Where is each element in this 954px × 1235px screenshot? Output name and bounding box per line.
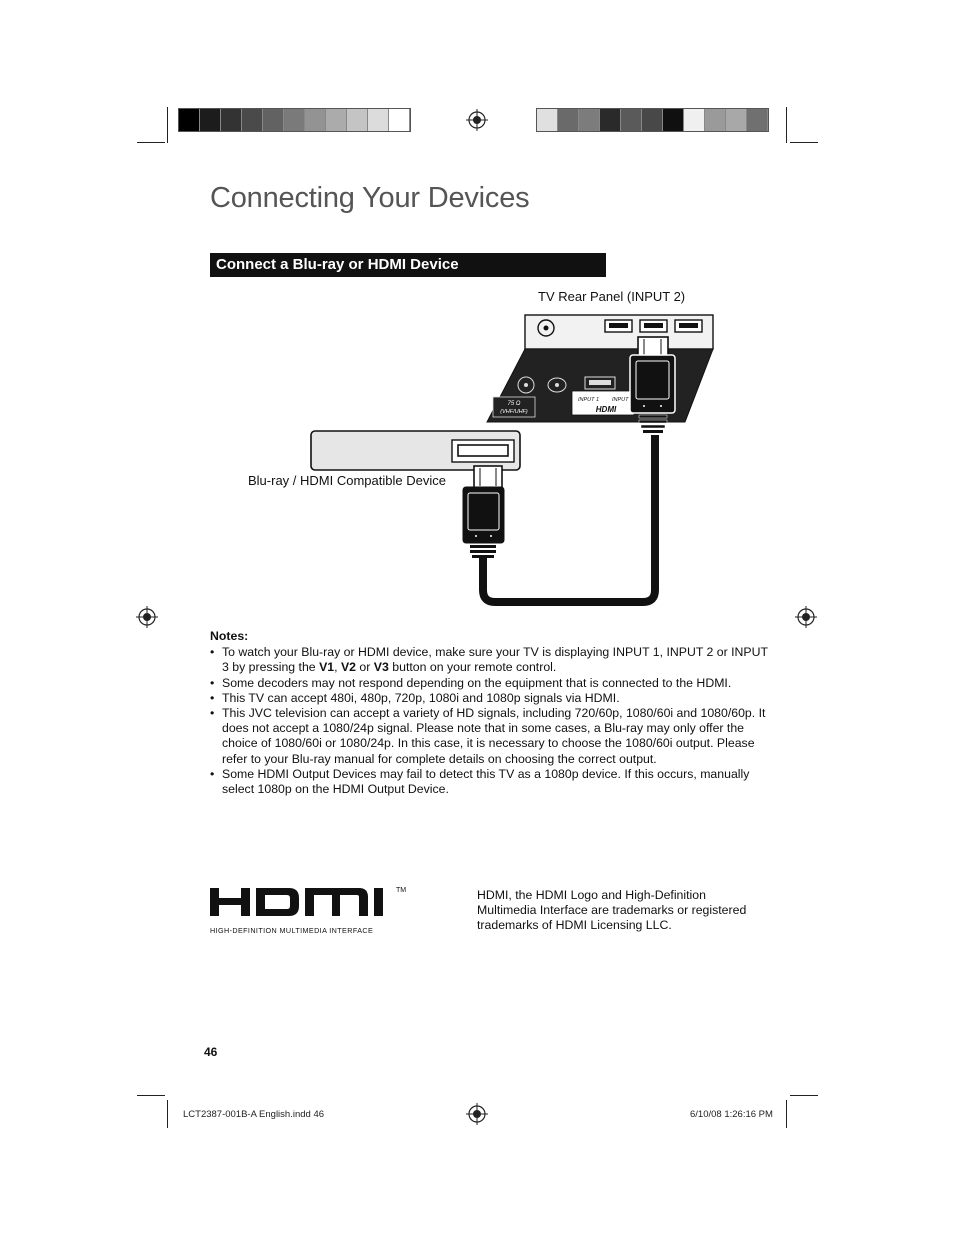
color-swatch: [305, 109, 326, 131]
note-item: • This JVC television can accept a variety of HD signals, including 720/60p, 1080/60i and 1080/60p. It does not accept a 1080/24p signal. Please note that in some cases, a Blu-ray may only offer the choice of 1080/60i or 1080/24p. In this case, it is necessary to choose the 1080/60i output. Please refer to your Blu-ray manual for complete details on choosing the correct output.: [210, 706, 770, 767]
trademark-notice: HDMI, the HDMI Logo and High-Definition Multimedia Interface are trademarks or registered trademarks of HDMI Licensing LLC.: [477, 888, 747, 933]
note-button-ref: V2: [340, 660, 357, 675]
panel-ant-line2: (VHF/UHF): [500, 409, 528, 415]
note-item: [210, 645, 770, 675]
color-swatch: [389, 109, 410, 131]
color-swatch: [579, 109, 600, 131]
page-number: 46: [204, 1045, 218, 1059]
registration-mark-icon: [466, 109, 488, 131]
panel-hdmi-logo: HDMI: [595, 405, 617, 414]
crop-mark: [790, 1095, 818, 1096]
color-swatch: [242, 109, 263, 131]
panel-ant-line1: 75 Ω: [507, 401, 521, 407]
registration-mark-icon: [136, 606, 158, 628]
note-text: To watch your Blu-ray or HDMI device, make sure your TV is displaying INPUT 1, INPUT 2 or INPUT 3 by pressing the: [222, 645, 768, 675]
hdmi-tm-mark: TM: [396, 887, 407, 894]
slug-filename: LCT2387-001B-A English.indd 46: [183, 1109, 325, 1120]
color-swatch: [347, 109, 368, 131]
notes-heading: Notes:: [210, 629, 249, 643]
note-text: button on your remote control.: [388, 660, 557, 675]
note-item: • Some decoders may not respond depending on the equipment that is connected to the HDMI.: [210, 676, 770, 691]
color-swatch: [284, 109, 305, 131]
color-bar-right: [536, 108, 769, 132]
notes-section: [210, 629, 770, 797]
color-swatch: [621, 109, 642, 131]
color-swatch: [600, 109, 621, 131]
crop-mark: [786, 107, 787, 143]
registration-mark-icon: [795, 606, 817, 628]
panel-input1-label: INPUT 1: [578, 397, 600, 403]
color-swatch: [663, 109, 684, 131]
notes-list: [210, 645, 770, 797]
color-swatch: [705, 109, 726, 131]
page-title: Connecting Your Devices: [210, 182, 530, 214]
color-swatch: [221, 109, 242, 131]
color-swatch: [263, 109, 284, 131]
note-item: • Some HDMI Output Devices may fail to detect this TV as a 1080p device. If this occurs, manually select 1080p on the HDMI Output Device.: [210, 767, 770, 797]
color-swatch: [179, 109, 200, 131]
hdmi-logo: [209, 885, 409, 935]
color-swatch: [684, 109, 705, 131]
section-heading: Connect a Blu-ray or HDMI Device: [210, 253, 606, 277]
panel-input2-label: INPUT: [612, 397, 629, 403]
crop-mark: [137, 142, 165, 143]
crop-mark: [790, 142, 818, 143]
crop-mark: [167, 107, 168, 143]
hdmi-plug-icon: [463, 466, 504, 558]
color-bar-left: [178, 108, 411, 132]
registration-mark-icon: [466, 1103, 488, 1125]
device-label: Blu-ray / HDMI Compatible Device: [248, 473, 446, 488]
color-swatch: [326, 109, 347, 131]
color-swatch: [537, 109, 558, 131]
color-swatch: [368, 109, 389, 131]
color-swatch: [200, 109, 221, 131]
note-text: or: [356, 660, 374, 675]
color-swatch: [726, 109, 747, 131]
note-text: ,: [334, 660, 341, 675]
color-swatch: [747, 109, 768, 131]
crop-mark: [167, 1100, 168, 1128]
crop-mark: [786, 1100, 787, 1128]
note-button-ref: V1: [319, 660, 335, 675]
connection-diagram: [300, 310, 720, 610]
color-swatch: [558, 109, 579, 131]
hdmi-tagline: HIGH-DEFINITION MULTIMEDIA INTERFACE: [210, 926, 374, 935]
note-item: • This TV can accept 480i, 480p, 720p, 1080i and 1080p signals via HDMI.: [210, 691, 770, 706]
crop-mark: [137, 1095, 165, 1096]
note-button-ref: V3: [373, 660, 389, 675]
color-swatch: [642, 109, 663, 131]
tv-rear-panel-label: TV Rear Panel (INPUT 2): [538, 289, 686, 304]
slug-datetime: 6/10/08 1:26:16 PM: [690, 1109, 773, 1120]
